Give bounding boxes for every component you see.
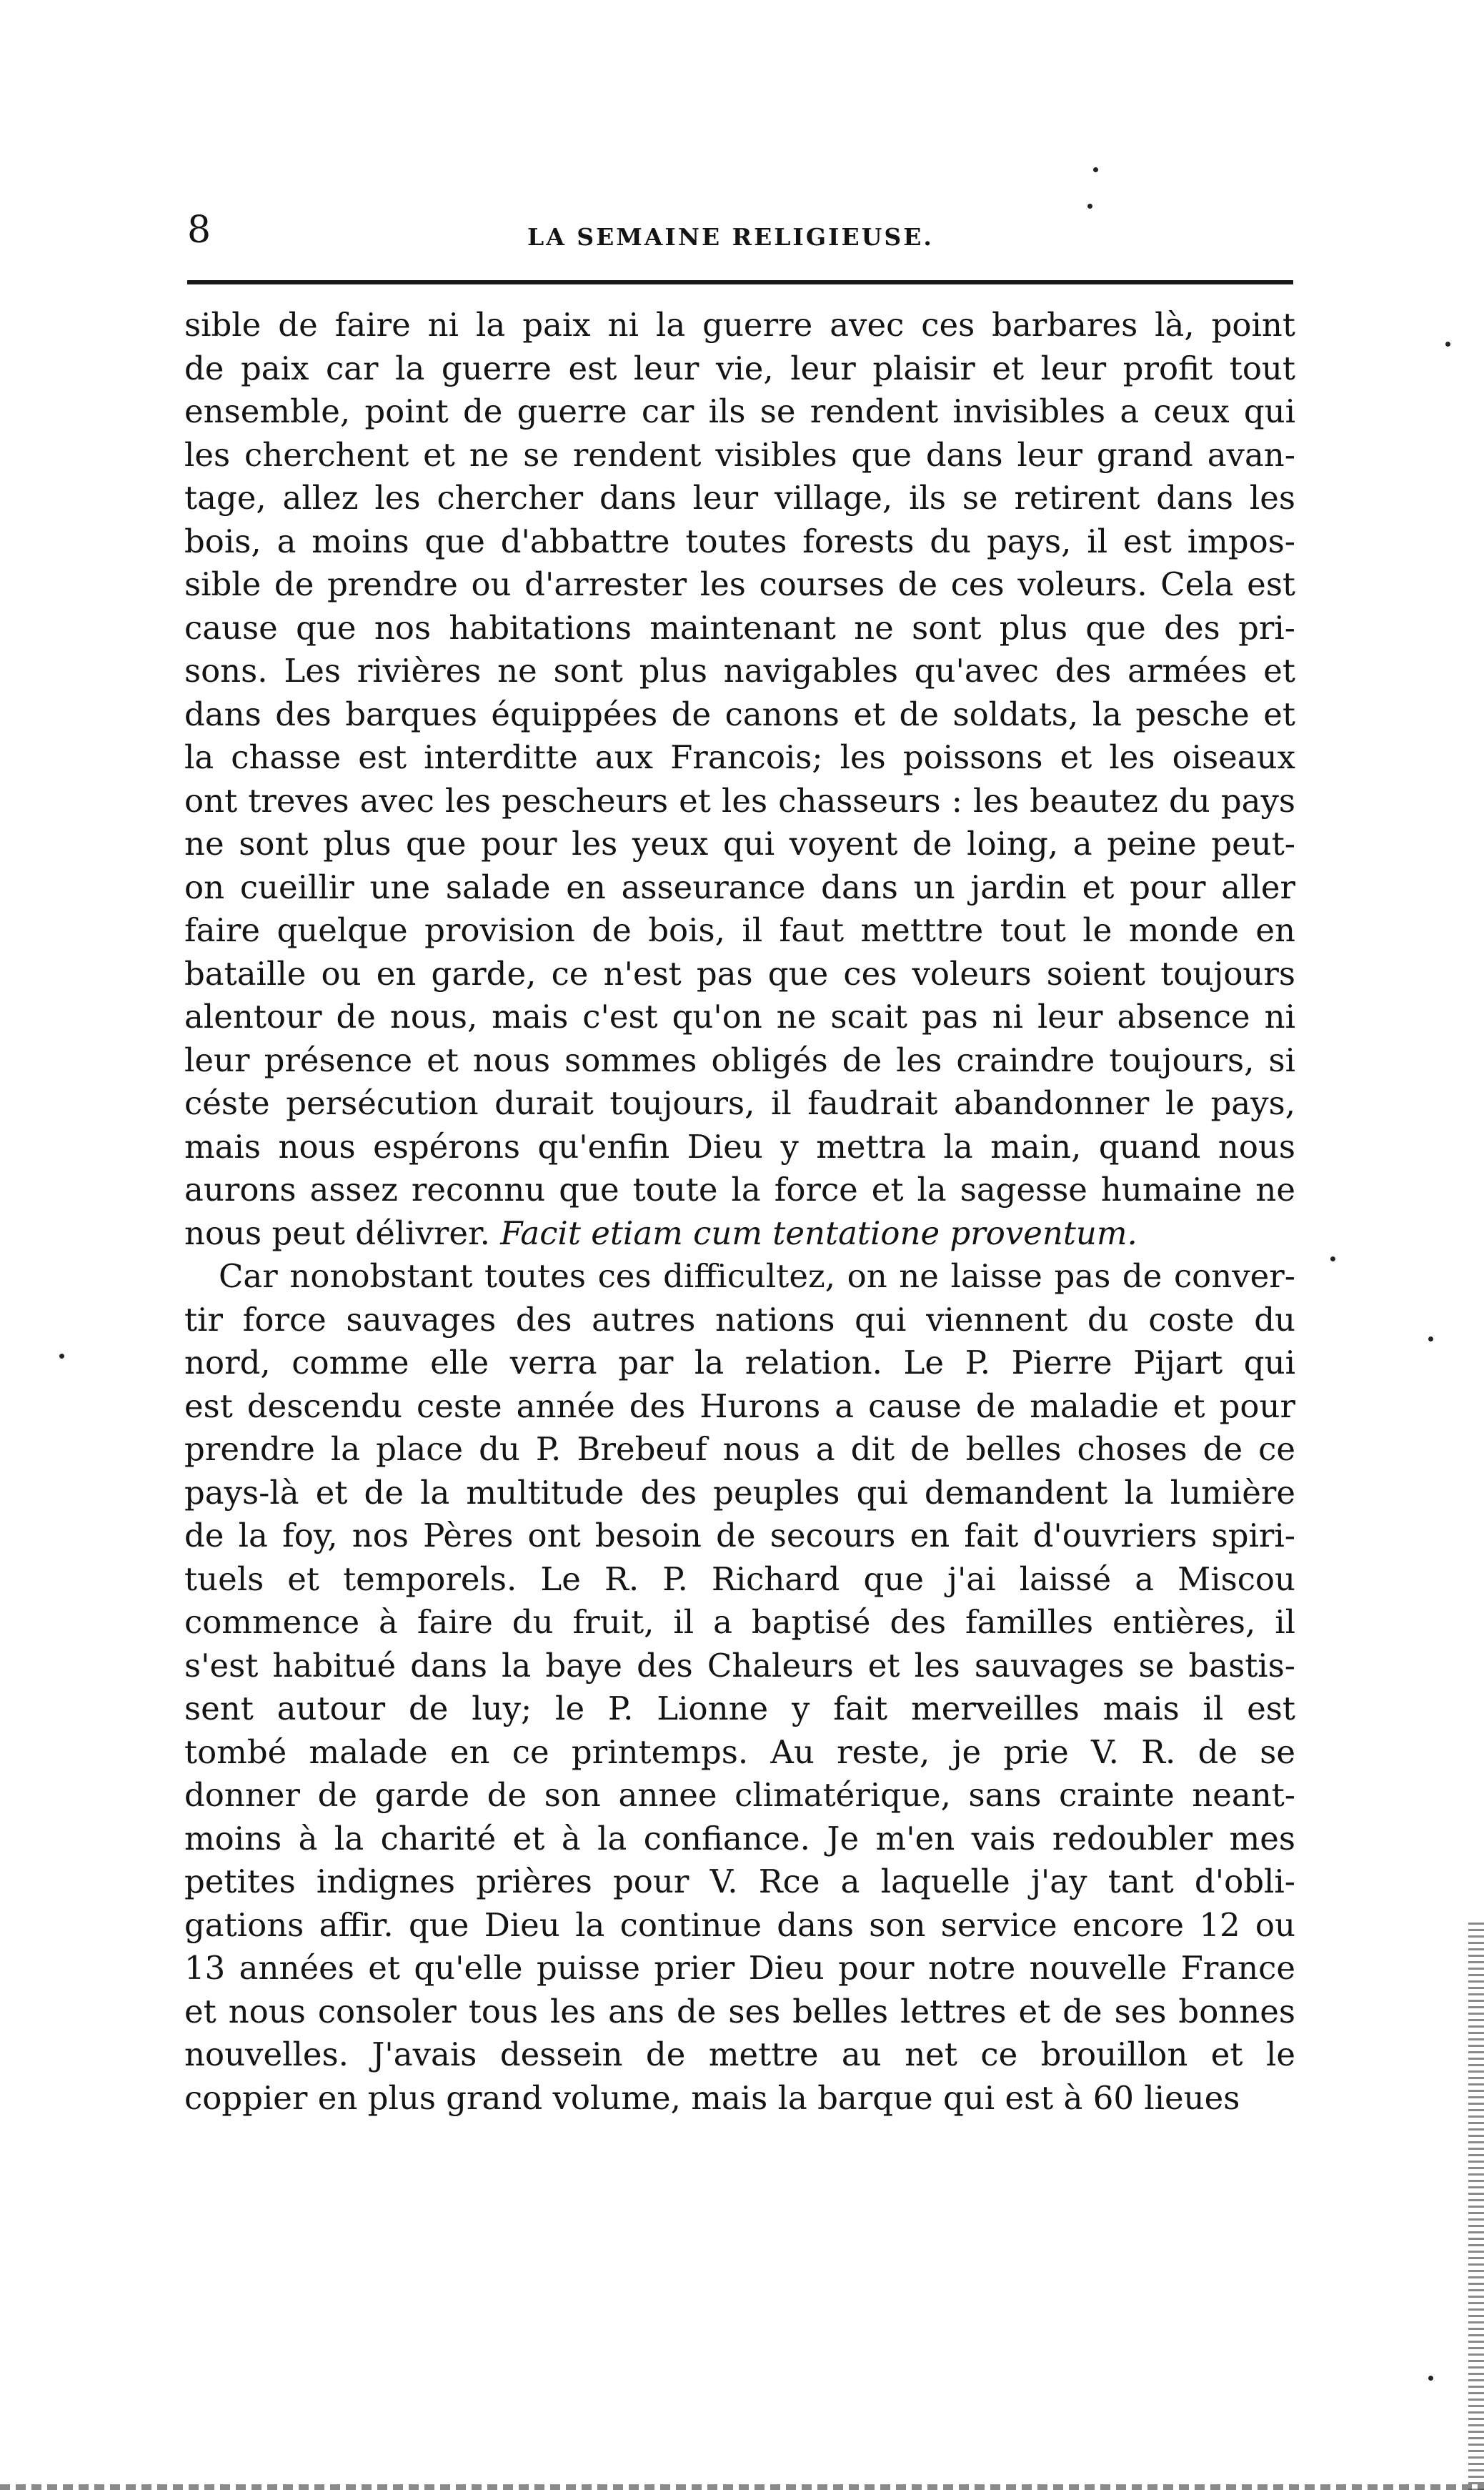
scan-edge-noise	[1468, 1923, 1484, 2490]
text-line: donner de garde de son annee climatérique, sans crainte neant-	[184, 1776, 1295, 1814]
latin-quote: Facit etiam cum tentatione proventum.	[500, 1214, 1137, 1252]
text-line: moins à la charité et à la confiance. Je m'en vais redoubler mes	[184, 1819, 1295, 1857]
text-line: pays-là et de la multitude des peuples qui demandent la lumière	[184, 1473, 1295, 1512]
body-text	[184, 304, 1295, 2120]
text-line: 13 années et qu'elle puisse prier Dieu pour notre nouvelle France	[184, 1949, 1295, 1987]
text-line: bois, a moins que d'abbattre toutes forests du pays, il est impos-	[184, 522, 1295, 560]
text-line: sons. Les rivières ne sont plus navigables qu'avec des armées et	[184, 652, 1295, 690]
text-line: dans des barques équippées de canons et de soldats, la pesche et	[184, 695, 1295, 733]
text-line: gations affir. que Dieu la continue dans son service encore 12 ou	[184, 1905, 1295, 1944]
text-line: aurons assez reconnu que toute la force et la sagesse humaine ne	[184, 1171, 1295, 1209]
text-line: commence à faire du fruit, il a baptisé des familles entières, il	[184, 1603, 1295, 1641]
text-line: s'est habitué dans la baye des Chaleurs et les sauvages se bastis-	[184, 1646, 1295, 1685]
text-line: sible de prendre ou d'arrester les courses de ces voleurs. Cela est	[184, 565, 1295, 603]
text-line: sible de faire ni la paix ni la guerre avec ces barbares là, point	[184, 306, 1295, 344]
text-line: petites indignes prières pour V. Rce a laquelle j'ay tant d'obli-	[184, 1862, 1295, 1900]
text-line: la chasse est interditte aux Francois; les poissons et les oiseaux	[184, 738, 1295, 776]
print-speck	[1087, 204, 1092, 209]
text-line: nouvelles. J'avais dessein de mettre au net ce brouillon et le	[184, 2035, 1295, 2073]
text-line: ont treves avec les pescheurs et les chasseurs : les beautez du pays	[184, 781, 1295, 820]
text-line: Car nonobstant toutes ces difficultez, on ne laisse pas de conver-	[219, 1257, 1295, 1295]
print-speck	[1428, 2376, 1433, 2381]
text-line: bataille ou en garde, ce n'est pas que ces voleurs soient toujours	[184, 954, 1295, 993]
print-speck	[1330, 1256, 1335, 1261]
text-line: prendre la place du P. Brebeuf nous a dit de belles choses de ce	[184, 1430, 1295, 1468]
text-line: sent autour de luy; le P. Lionne y fait merveilles mais il est	[184, 1690, 1295, 1727]
text-line: nord, comme elle verra par la relation. Le P. Pierre Pijart qui	[184, 1344, 1295, 1382]
page-number: 8	[187, 209, 211, 252]
text-line: leur présence et nous sommes obligés de les craindre toujours, si	[184, 1041, 1295, 1079]
header-rule	[187, 280, 1293, 284]
running-title: LA SEMAINE RELIGIEUSE.	[527, 223, 934, 251]
text-line: est descendu ceste année des Hurons a cause de maladie et pour	[184, 1387, 1295, 1425]
text-line: ne sont plus que pour les yeux qui voyent de loing, a peine peut-	[184, 825, 1295, 863]
print-speck	[59, 1354, 64, 1359]
text-line: les cherchent et ne se rendent visibles que dans leur grand avan-	[184, 435, 1295, 474]
text-line: tuels et temporels. Le R. P. Richard que j'ai laissé a Miscou	[184, 1559, 1295, 1598]
text-line: coppier en plus grand volume, mais la barque qui est à 60 lieues	[184, 2078, 1240, 2117]
final-text: nous peut délivrer.	[184, 1214, 490, 1252]
print-speck	[1093, 167, 1098, 172]
paragraph-1	[184, 304, 1295, 1255]
text-line: tage, allez les chercher dans leur village, ils se retirent dans les	[184, 479, 1295, 517]
text-line: tombé malade en ce printemps. Au reste, je prie V. R. de se	[184, 1732, 1295, 1771]
text-line: de la foy, nos Pères ont besoin de secours en fait d'ouvriers spiri-	[184, 1517, 1295, 1554]
text-line: et nous consoler tous les ans de ses belles lettres et de ses bonnes	[184, 1992, 1295, 2030]
paragraph-2	[184, 1255, 1295, 2120]
text-line: tir force sauvages des autres nations qui viennent du coste du	[184, 1300, 1295, 1339]
scan-bottom-edge	[0, 2484, 1484, 2490]
print-speck	[1445, 342, 1450, 347]
print-speck	[1428, 1336, 1433, 1341]
text-line-final	[184, 1212, 1295, 1256]
text-line: cause que nos habitations maintenant ne sont plus que des pri-	[184, 608, 1295, 647]
text-line: de paix car la guerre est leur vie, leur plaisir et leur profit tout	[184, 349, 1295, 387]
text-line: alentour de nous, mais c'est qu'on ne scait pas ni leur absence ni	[184, 998, 1295, 1036]
text-line: céste persécution durait toujours, il faudrait abandonner le pays,	[184, 1084, 1295, 1122]
text-line: on cueillir une salade en asseurance dans un jardin et pour aller	[184, 868, 1295, 906]
text-line: ensemble, point de guerre car ils se rendent invisibles a ceux qui	[184, 392, 1295, 430]
text-line: faire quelque provision de bois, il faut metttre tout le monde en	[184, 911, 1295, 949]
text-line: mais nous espérons qu'enfin Dieu y mettra la main, quand nous	[184, 1127, 1295, 1166]
